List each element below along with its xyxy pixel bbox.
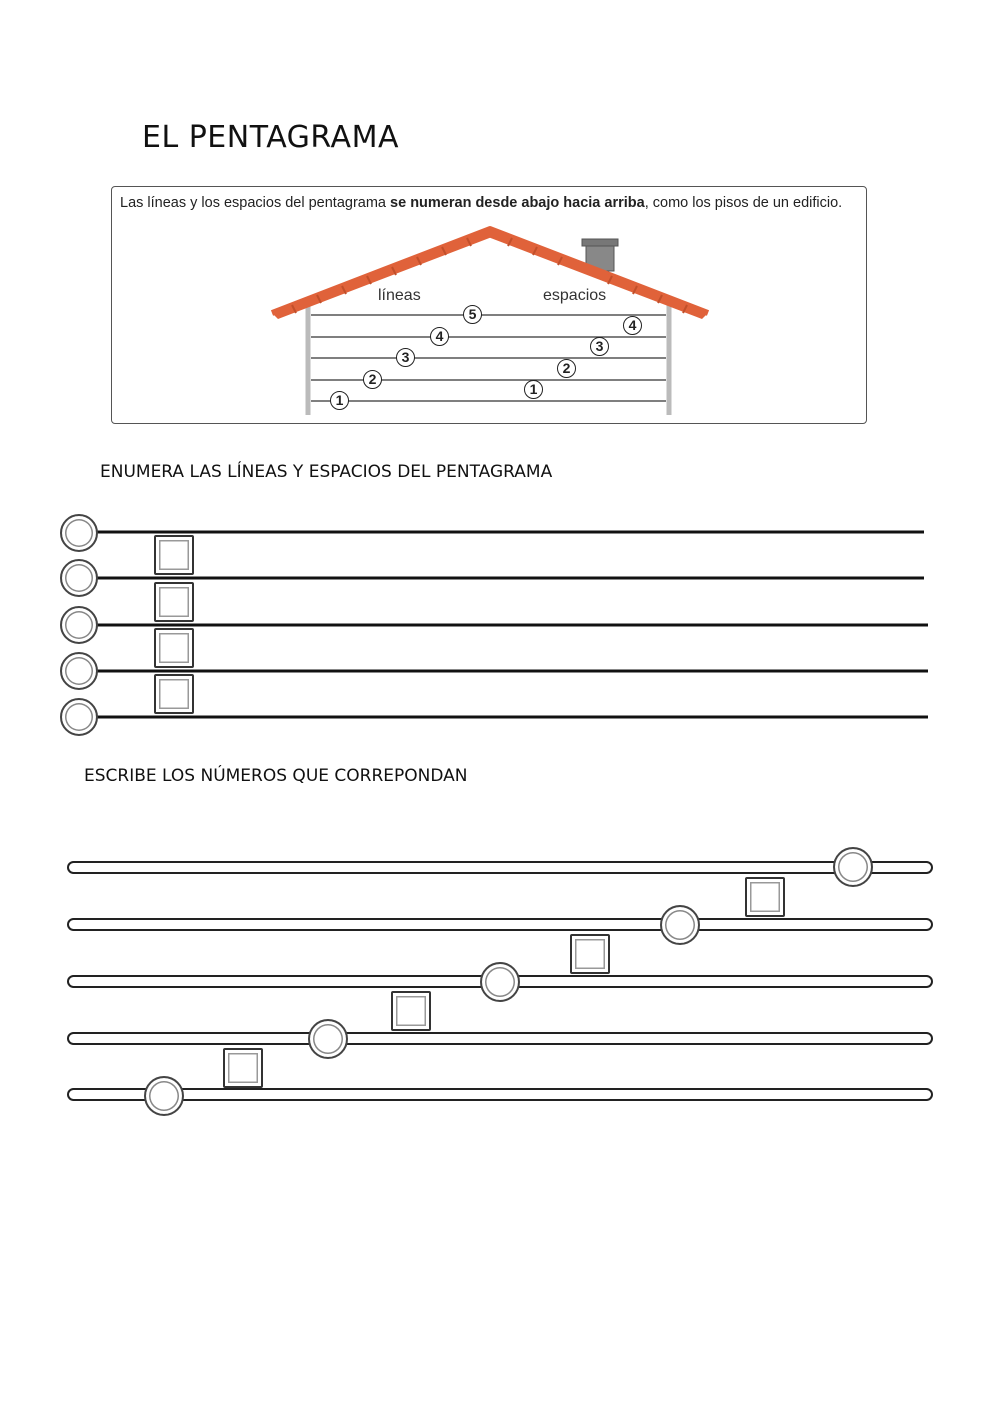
- staff2-line-1-answer-field[interactable]: [144, 1076, 184, 1116]
- staff2-line-1: [68, 1089, 932, 1100]
- section-heading-write: ESCRIBE LOS NÚMEROS QUE CORREPONDAN: [84, 766, 468, 786]
- explanation-text-part: Las líneas y los espacios del pentagrama: [120, 195, 391, 211]
- line-4-answer-field[interactable]: [60, 559, 98, 597]
- section-heading-enumerate: ENUMERA LAS LÍNEAS Y ESPACIOS DEL PENTAGRAMA: [100, 462, 553, 482]
- line-number-badge-5: 5: [463, 305, 482, 324]
- line-2-answer-field[interactable]: [60, 652, 98, 690]
- label-lines: líneas: [378, 287, 421, 304]
- space-number-badge-1: 1: [524, 380, 543, 399]
- space-number-badge-4: 4: [623, 316, 642, 335]
- space-number-badge-2: 2: [557, 359, 576, 378]
- staff2-space-4-answer-field[interactable]: [745, 877, 785, 917]
- staff2-line-3-answer-field[interactable]: [480, 962, 520, 1002]
- space-3-answer-field[interactable]: [154, 582, 194, 622]
- space-1-answer-field[interactable]: [154, 674, 194, 714]
- staff2-line-4-answer-field[interactable]: [660, 905, 700, 945]
- line-number-badge-2: 2: [363, 370, 382, 389]
- space-2-answer-field[interactable]: [154, 628, 194, 668]
- space-number-badge-3: 3: [590, 337, 609, 356]
- staff2-line-2-answer-field[interactable]: [308, 1019, 348, 1059]
- label-spaces: espacios: [543, 287, 607, 304]
- staff2-line-2: [68, 1033, 932, 1044]
- staff2-space-3-answer-field[interactable]: [570, 934, 610, 974]
- line-number-badge-1: 1: [330, 391, 349, 410]
- roof-icon: [272, 229, 708, 313]
- line-3-answer-field[interactable]: [60, 606, 98, 644]
- explanation-text-part: , como los pisos de un edificio.: [644, 195, 843, 211]
- house-illustration: [112, 187, 868, 425]
- explanation-text-bold: se numeran desde abajo hacia arriba: [390, 195, 645, 211]
- staff2-line-5: [68, 862, 932, 873]
- staff2-line-5-answer-field[interactable]: [833, 847, 873, 887]
- explanation-box: [111, 186, 867, 424]
- line-number-badge-3: 3: [396, 348, 415, 367]
- line-number-badge-4: 4: [430, 327, 449, 346]
- space-4-answer-field[interactable]: [154, 535, 194, 575]
- page-title: EL PENTAGRAMA: [142, 120, 399, 155]
- line-1-answer-field[interactable]: [60, 698, 98, 736]
- line-5-answer-field[interactable]: [60, 514, 98, 552]
- staff2-space-1-answer-field[interactable]: [223, 1048, 263, 1088]
- staff2-line-4: [68, 919, 932, 930]
- staff2-space-2-answer-field[interactable]: [391, 991, 431, 1031]
